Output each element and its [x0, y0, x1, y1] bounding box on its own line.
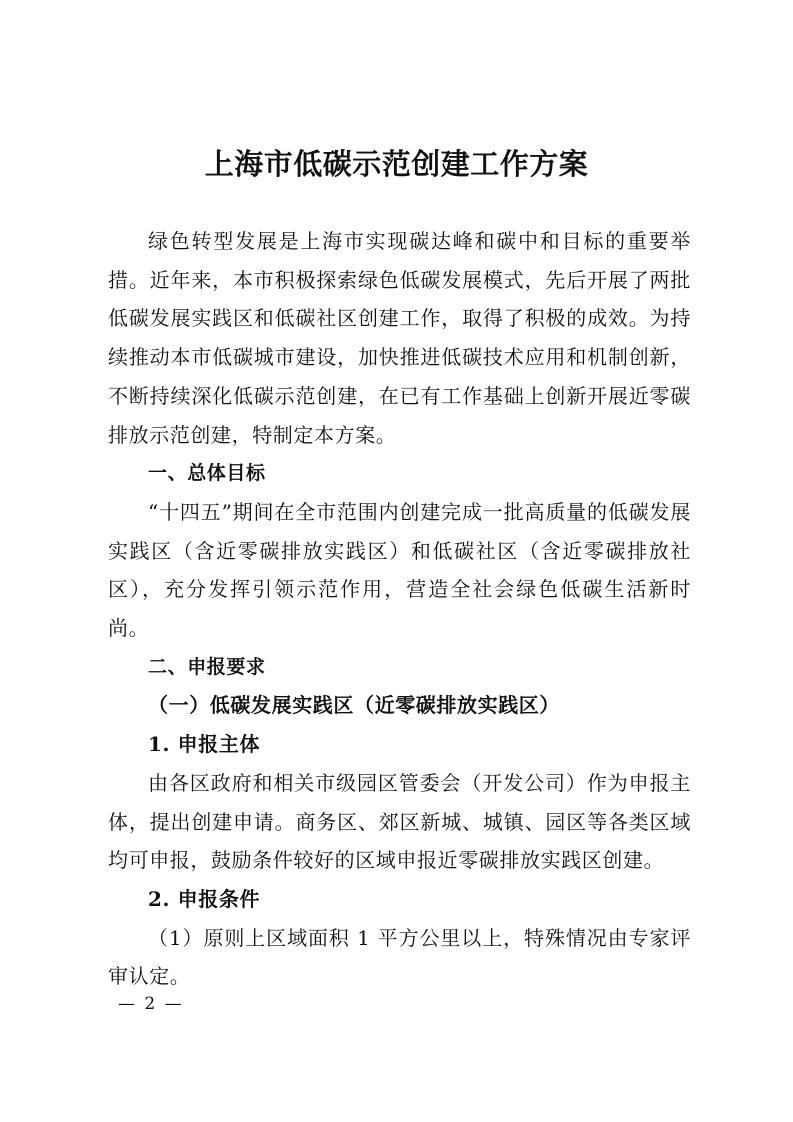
- document-body: [108, 222, 691, 996]
- overall-goal-paragraph: “十四五”期间在全市范围内创建完成一批高质量的低碳发展实践区（含近零碳排放实践区）和低碳社区（含近零碳排放社区），充分发挥引领示范作用，营造全社会绿色低碳生活新时尚。: [108, 499, 691, 641]
- item-heading-applicant: 1. 申报主体: [148, 732, 261, 757]
- section-heading-application-requirements: 二、申报要求: [148, 655, 266, 678]
- item-heading-conditions: 2. 申报条件: [148, 886, 261, 911]
- page-number: — 2 —: [118, 994, 184, 1014]
- document-title: 上海市低碳示范创建工作方案: [204, 147, 589, 181]
- subsection-heading-practice-zone: （一）低碳发展实践区（近零碳排放实践区）: [148, 693, 560, 718]
- applicant-paragraph: 由各区政府和相关市级园区管委会（开发公司）作为申报主体，提出创建申请。商务区、郊区新城、城镇、园区等各类区域均可申报，鼓励条件较好的区域申报近零碳排放实践区创建。: [108, 770, 691, 873]
- intro-paragraph: 绿色转型发展是上海市实现碳达峰和碳中和目标的重要举措。近年来，本市积极探索绿色低碳发展模式，先后开展了两批低碳发展实践区和低碳社区创建工作，取得了积极的成效。为持续推动本市低碳城市建设，加快推进低碳技术应用和机制创新，不断持续深化低碳示范创建，在已有工作基础上创新开展近零碳排放示范创建，特制定本方案。: [108, 229, 691, 447]
- section-heading-overall-goal: 一、总体目标: [148, 462, 266, 485]
- conditions-paragraph: （1）原则上区域面积 1 平方公里以上，特殊情况由专家评审认定。: [108, 925, 691, 989]
